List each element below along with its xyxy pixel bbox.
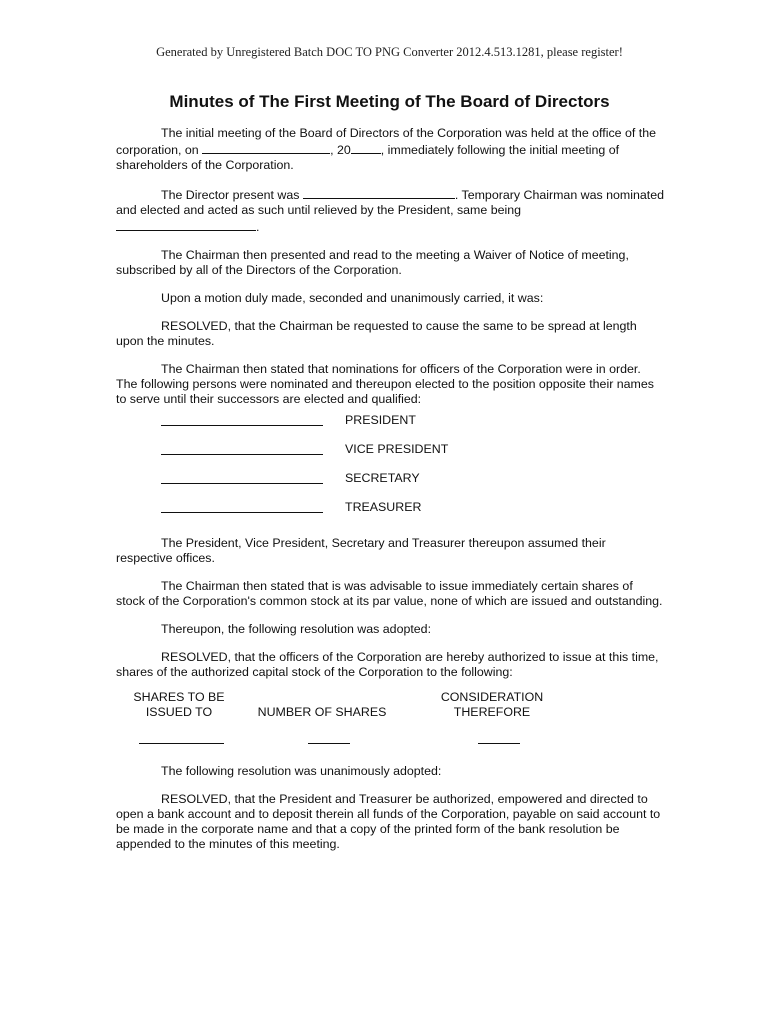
paragraph-bank-account: RESOLVED, that the President and Treasurer be authorized, empowered and directed to open a bank account and to deposit therein all funds of the Corporation, payable on said account to be made in the corporate name and that a copy of the printed form of the bank resolution be appended to the minutes of this meeting. — [116, 792, 661, 851]
paragraph-waiver-notice: The Chairman then presented and read to the meeting a Waiver of Notice of meeting, subscribed by all of the Directors of the Corporation. — [116, 248, 629, 277]
column-header-consideration: CONSIDERATION THEREFORE — [440, 690, 544, 719]
officer-title: SECRETARY — [345, 471, 420, 485]
paragraph-thereupon: Thereupon, the following resolution was adopted: — [161, 622, 432, 636]
paragraph-nominations: The Chairman then stated that nominations for officers of the Corporation were in order. The following persons were nominated and thereupon elected to the position opposite their names to serve until their successors are elected and qualified: — [116, 362, 654, 406]
officer-name-blank[interactable] — [161, 413, 323, 426]
consideration-blank[interactable] — [478, 743, 520, 744]
paragraph-resolved-officers: RESOLVED, that the officers of the Corporation are hereby authorized to issue at this time, shares of the authorized capital stock of the Corporation to the following: — [116, 650, 659, 679]
column-header-number-of-shares: NUMBER OF SHARES — [257, 705, 387, 719]
paragraph-issue-shares: The Chairman then stated that is was advisable to issue immediately certain shares of stock of the Corporation's common stock at its par value, none of which are issued and outstanding. — [116, 579, 663, 608]
officer-row — [161, 442, 664, 471]
paragraph-following-resolution: The following resolution was unanimously adopted: — [161, 764, 442, 778]
paragraph-meeting-held: The initial meeting of the Board of Directors of the Corporation was held at the office of the corporation, on , 20 , immediately following the initial meeting of shareholders of the Corporation. — [116, 126, 656, 172]
officer-name-blank[interactable] — [161, 471, 323, 484]
officer-title: VICE PRESIDENT — [345, 442, 449, 456]
director-name-blank[interactable] — [303, 186, 455, 199]
year-blank[interactable] — [351, 141, 381, 154]
officer-title: TREASURER — [345, 500, 422, 514]
date-blank[interactable] — [202, 141, 330, 154]
document-title: Minutes of The First Meeting of The Board of Directors — [169, 92, 610, 111]
document-body — [116, 126, 664, 865]
officer-row — [161, 413, 664, 442]
paragraph-director-present: The Director present was . Temporary Chairman was nominated and elected and acted as such until relieved by the President, same being . — [116, 188, 664, 234]
converter-watermark: Generated by Unregistered Batch DOC TO PNG Converter 2012.4.513.1281, please register! — [156, 45, 623, 59]
officer-title: PRESIDENT — [345, 413, 416, 427]
paragraph-resolved-minutes: RESOLVED, that the Chairman be requested to cause the same to be spread at length upon the minutes. — [116, 319, 637, 348]
president-name-blank[interactable] — [116, 218, 256, 231]
officers-list — [161, 413, 664, 522]
paragraph-motion: Upon a motion duly made, seconded and unanimously carried, it was: — [161, 291, 544, 305]
paragraph-assumed-offices: The President, Vice President, Secretary and Treasurer thereupon assumed their respective offices. — [116, 536, 606, 565]
officer-row — [161, 471, 664, 500]
officer-row — [161, 500, 664, 522]
officer-name-blank[interactable] — [161, 442, 323, 455]
issued-to-blank[interactable] — [139, 743, 224, 744]
column-header-shares-issued-to: SHARES TO BE ISSUED TO — [133, 690, 225, 719]
number-of-shares-blank[interactable] — [308, 743, 350, 744]
shares-table — [116, 690, 664, 766]
officer-name-blank[interactable] — [161, 500, 323, 513]
